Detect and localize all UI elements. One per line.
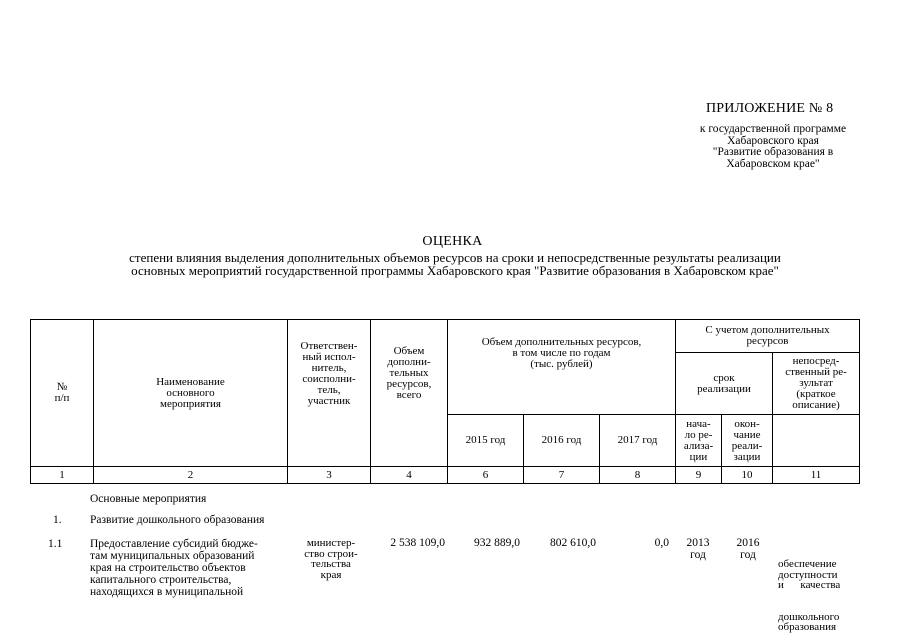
row-result: обеспечение доступности и качества дошкольного образования	[778, 558, 841, 633]
section-label: Основные мероприятия	[90, 493, 207, 505]
row-number: 1.1	[48, 538, 63, 550]
column-number: 10	[722, 467, 773, 484]
subtitle-line: степени влияния выделения дополнительных объемов ресурсов на сроки и непосредственные результаты реализации	[129, 250, 781, 265]
row-total: 2 538 109,0	[390, 537, 445, 549]
column-number: 9	[676, 467, 722, 484]
row-2015: 932 889,0	[474, 537, 520, 549]
row-name: Предоставление субсидий бюдже- там муниципальных образований края на строительство объектов капитального строительства, находящихся в муниципальной	[90, 538, 258, 598]
document-subtitle	[60, 251, 850, 277]
document-title: ОЦЕНКА	[422, 234, 483, 249]
column-number: 8	[600, 467, 676, 484]
row-start: 2013 год	[686, 537, 710, 561]
column-number: 7	[524, 467, 600, 484]
column-number: 3	[288, 467, 371, 484]
header-empty	[773, 415, 860, 467]
header-additional-resources: Объем дополнительных ресурсов, в том числе по годам (тыс. рублей)	[448, 320, 676, 415]
row-2016: 802 610,0	[550, 537, 596, 549]
appendix-note-line: к государственной программе	[699, 123, 847, 135]
appendix-title: ПРИЛОЖЕНИЕ № 8	[706, 101, 834, 116]
header-num: № п/п	[31, 320, 94, 467]
appendix-note	[688, 124, 858, 170]
assessment-table-header	[30, 319, 860, 484]
header-responsible: Ответствен- ный испол- нитель, соисполни- тель, участник	[288, 320, 371, 467]
appendix-note-line: Хабаровском крае"	[726, 157, 820, 170]
header-total: Объем дополни- тельных ресурсов, всего	[371, 320, 448, 467]
row-end: 2016 год	[736, 537, 760, 561]
column-number: 11	[773, 467, 860, 484]
row-2017: 0,0	[654, 537, 669, 549]
column-number: 6	[448, 467, 524, 484]
header-year-2016: 2016 год	[524, 415, 600, 467]
header-result: непосред- ственный ре- зультат (краткое описание)	[773, 353, 860, 415]
subtitle-line: основных мероприятий государственной программы Хабаровского края "Развитие образования в Хабаровском крае"	[131, 263, 779, 278]
column-number: 4	[371, 467, 448, 484]
row-responsible: министер- ство строи- тельства края	[304, 537, 358, 581]
appendix-note-line: "Развитие образования в	[712, 146, 834, 158]
column-number: 2	[94, 467, 288, 484]
header-year-2017: 2017 год	[600, 415, 676, 467]
header-start: нача- ло ре- ализа- ции	[676, 415, 722, 467]
header-name: Наименование основного мероприятия	[94, 320, 288, 467]
header-end: окон- чание реали- зации	[722, 415, 773, 467]
appendix-note-line: Хабаровского края	[727, 134, 819, 147]
header-period: срок реализации	[676, 353, 773, 415]
column-number: 1	[31, 467, 94, 484]
header-with-additional: С учетом дополнительных ресурсов	[676, 320, 860, 353]
header-year-2015: 2015 год	[448, 415, 524, 467]
group-label: Развитие дошкольного образования	[90, 514, 265, 526]
group-number: 1.	[53, 514, 62, 526]
